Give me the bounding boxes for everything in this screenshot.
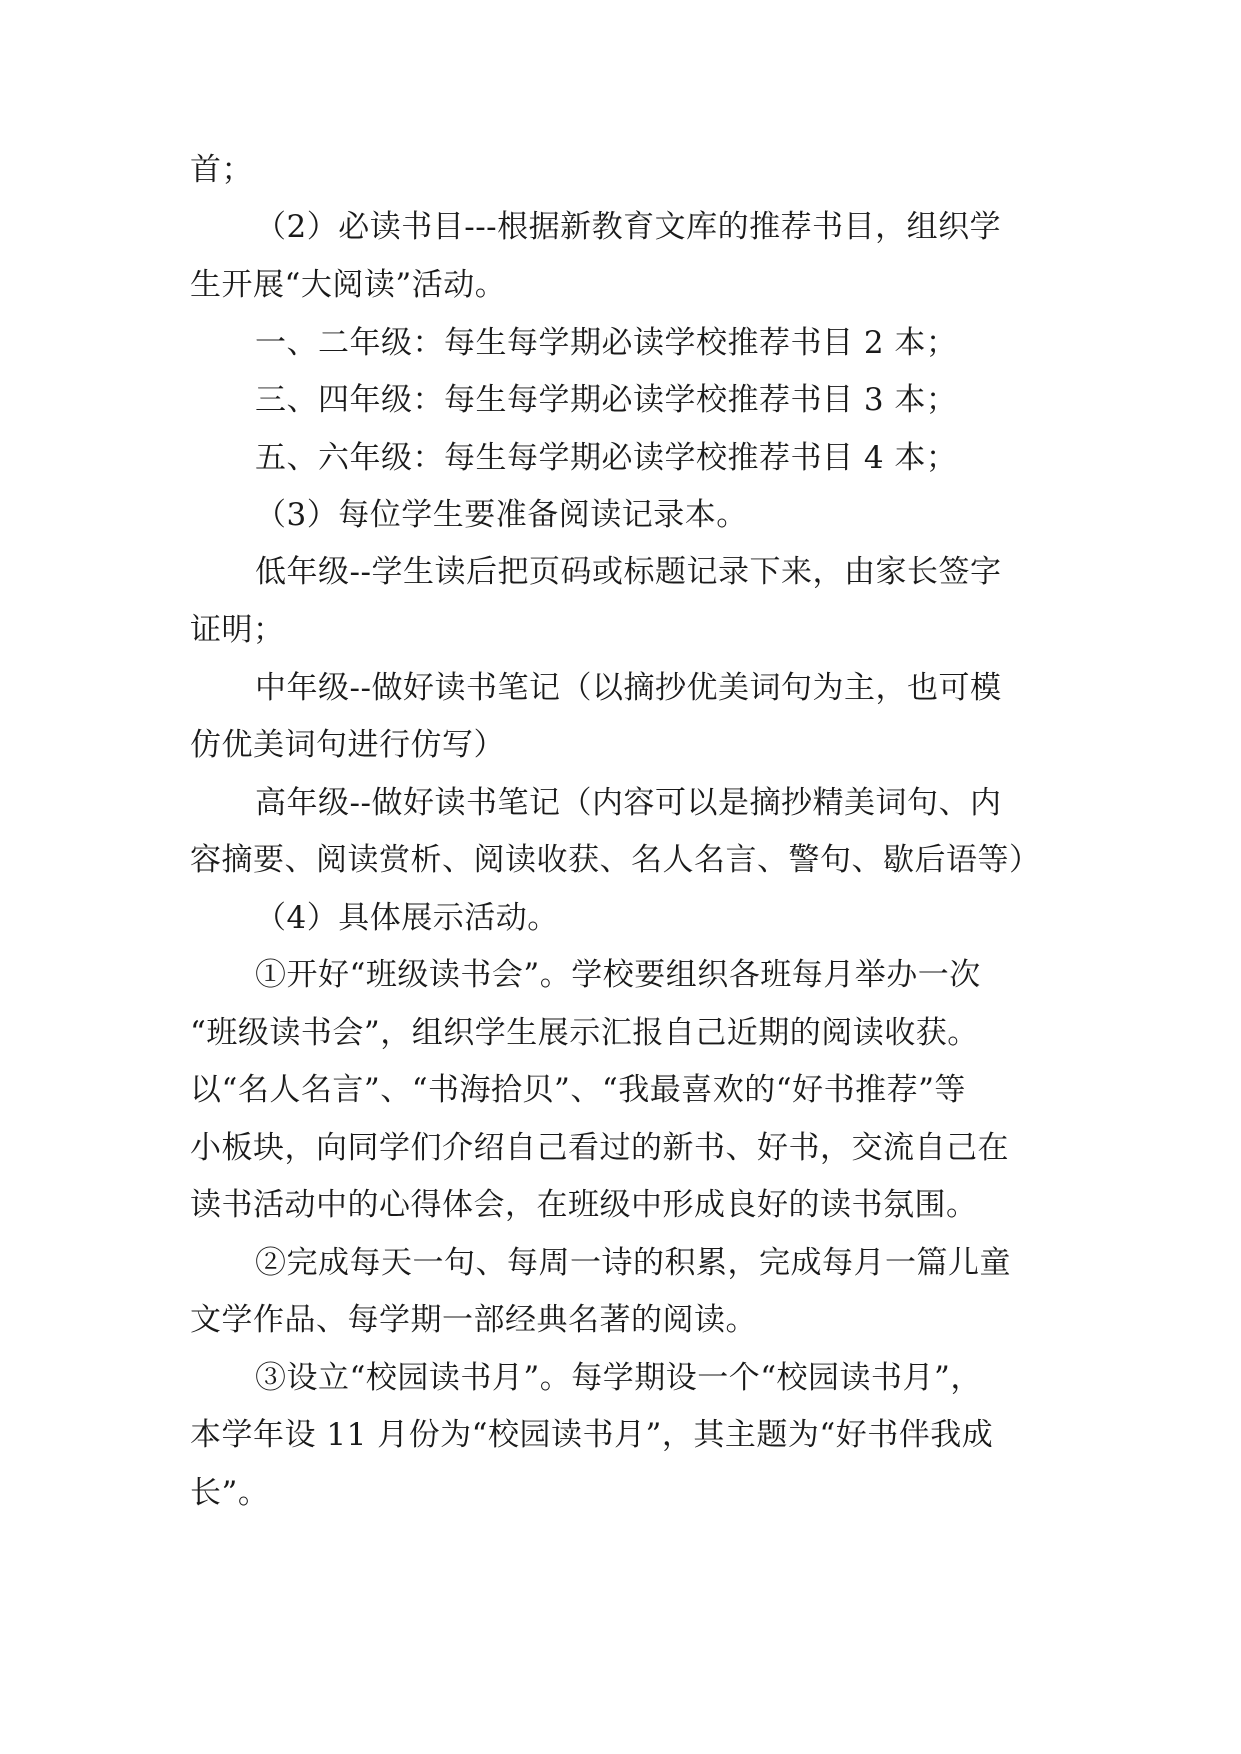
text-line: 小板块，向同学们介绍自己看过的新书、好书，交流自己在 xyxy=(190,1130,1009,1166)
text-line: ②完成每天一句、每周一诗的积累，完成每月一篇儿童 xyxy=(255,1245,1011,1281)
text-line: 本学年设 11 月份为“校园读书月”，其主题为“好书伴我成 xyxy=(190,1417,994,1453)
text-line: 以“名人名言”、“书海拾贝”、“我最喜欢的“好书推荐”等 xyxy=(190,1072,966,1108)
text-line: 五、六年级：每生每学期必读学校推荐书目 4 本； xyxy=(255,440,958,476)
text-line: （4）具体展示活动。 xyxy=(255,900,559,936)
text-line: 证明； xyxy=(190,612,285,648)
text-line: 高年级--做好读书笔记（内容可以是摘抄精美词句、内 xyxy=(255,785,1002,821)
text-line: 文学作品、每学期一部经典名著的阅读。 xyxy=(190,1302,757,1338)
text-line: 读书活动中的心得体会，在班级中形成良好的读书氛围。 xyxy=(190,1187,978,1223)
text-line: （3）每位学生要准备阅读记录本。 xyxy=(255,497,748,533)
text-line: ①开好“班级读书会”。学校要组织各班每月举办一次 xyxy=(255,957,981,993)
text-line: ③设立“校园读书月”。每学期设一个“校园读书月”， xyxy=(255,1360,982,1396)
text-line: 生开展“大阅读”活动。 xyxy=(190,267,507,303)
text-line: 低年级--学生读后把页码或标题记录下来，由家长签字 xyxy=(255,554,1002,590)
text-line: 一、二年级：每生每学期必读学校推荐书目 2 本； xyxy=(255,325,958,361)
text-line: 中年级--做好读书笔记（以摘抄优美词句为主，也可模 xyxy=(255,670,1002,706)
text-line: 首； xyxy=(190,152,253,188)
text-line: （2）必读书目---根据新教育文库的推荐书目，组织学 xyxy=(255,209,1002,245)
text-line: “班级读书会”，组织学生展示汇报自己近期的阅读收获。 xyxy=(190,1015,979,1051)
text-line: 仿优美词句进行仿写） xyxy=(190,727,505,763)
text-line: 容摘要、阅读赏析、阅读收获、名人名言、警句、歇后语等） xyxy=(190,842,1041,878)
text-line: 三、四年级：每生每学期必读学校推荐书目 3 本； xyxy=(255,382,958,418)
text-line: 长”。 xyxy=(190,1475,270,1511)
